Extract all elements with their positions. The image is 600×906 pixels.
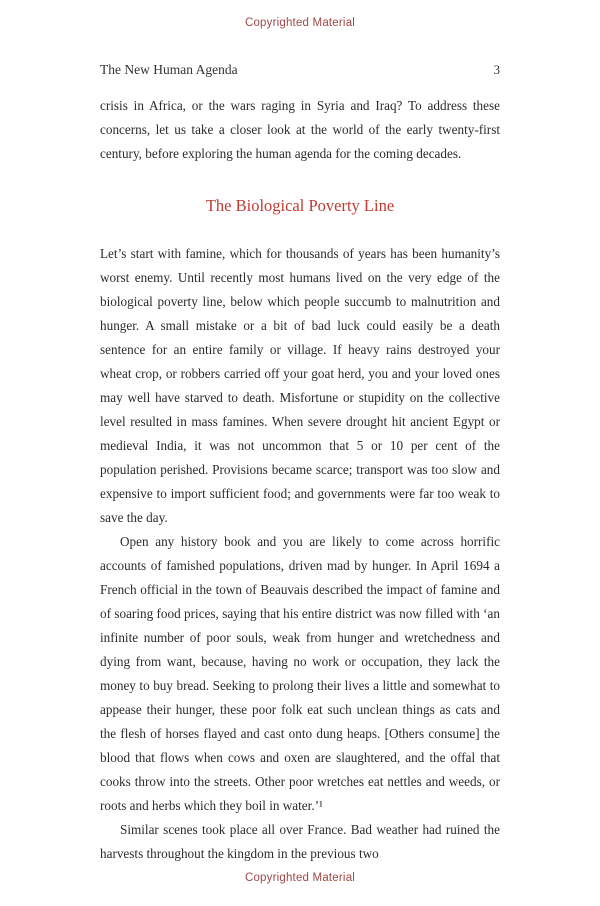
body-paragraph: Similar scenes took place all over France. Bad weather had ruined the harvests throughout the kingdom in the previous two xyxy=(100,822,500,861)
section-heading: The Biological Poverty Line xyxy=(205,196,395,215)
body-paragraph: Open any history book and you are likely to come across horrific accounts of famished populations, driven mad by hunger. In April 1694 a French official in the town of Beauvais described the impact of famine and of soaring food prices, saying that his entire district was now filled with ‘an infinite number of poor souls, weak from hunger and wretchedness and dying from want, because, having no work or occupation, they lack the money to buy bread. Seeking to prolong their lives a little and somewhat to appease their hunger, these poor folk eat such unclean things as cats and the flesh of horses flayed and cast onto dung heaps. [Others consume] the blood that flows when cows and oxen are slaughtered, and the offal that cooks throw into the streets. Other poor wretches eat nettles and weeds, or roots and herbs which they boil in water.’¹ xyxy=(100,534,500,813)
page-number: 3 xyxy=(493,63,500,77)
copyright-notice-top: Copyrighted Material xyxy=(244,17,356,29)
body-paragraph: Let’s start with famine, which for thousands of years has been humanity’s worst enemy. Until recently most humans lived on the very edge of the biological poverty line, below which people succumb to malnutrition and hunger. A small mistake or a bit of bad luck could easily be a death sentence for an entire family or village. If heavy rains destroyed your wheat crop, or robbers carried off your goat herd, you and your loved ones may well have starved to death. Misfortune or stupidity on the collective level resulted in mass famines. When severe drought hit ancient Egypt or medieval India, it was not uncommon that 5 or 10 per cent of the population perished. Provisions became scarce; transport was too slow and expensive to import sufficient food; and governments were far too weak to save the day. xyxy=(100,246,500,525)
body-paragraph: crisis in Africa, or the wars raging in Syria and Iraq? To address these concerns, let us take a closer look at the world of the early twenty-first century, before exploring the human agenda for the coming decades. xyxy=(100,98,500,161)
running-header xyxy=(100,62,500,78)
chapter-title: The New Human Agenda xyxy=(100,62,238,77)
copyright-notice-bottom: Copyrighted Material xyxy=(244,872,356,884)
page-content xyxy=(100,94,500,866)
